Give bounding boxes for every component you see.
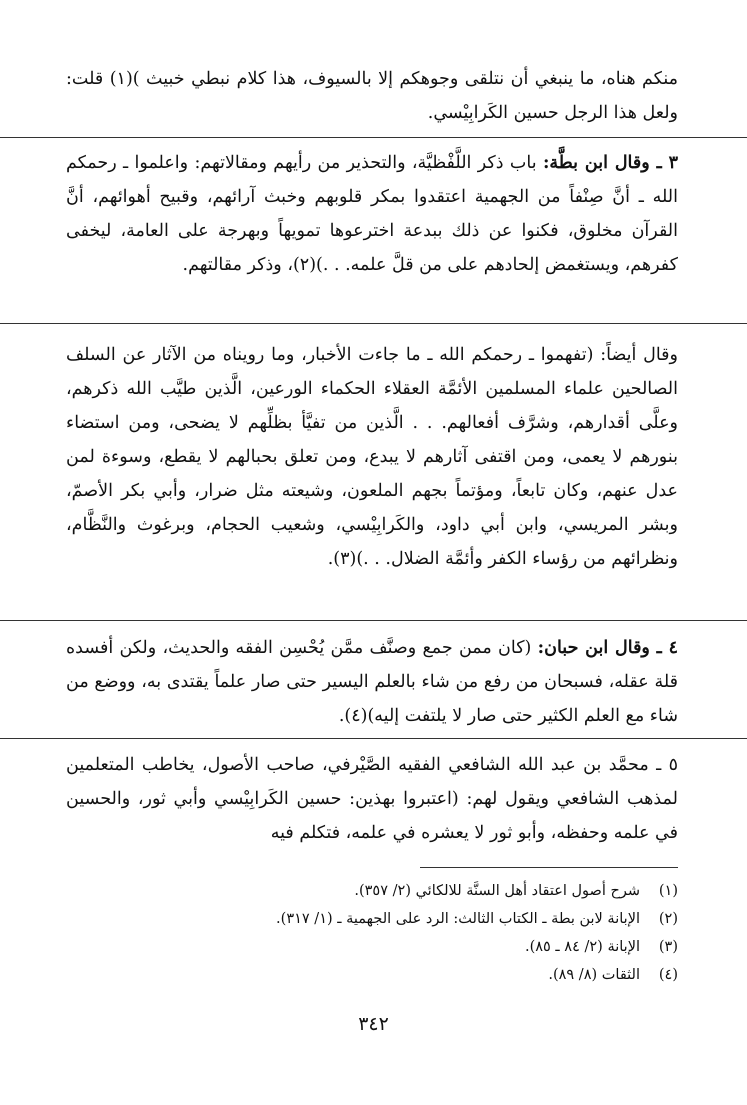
section-divider	[0, 738, 747, 739]
paragraph-text: ٥ ـ محمَّد بن عبد الله الشافعي الفقيه الصَّيْرفي، صاحب الأصول، يخاطب المتعلمين لمذهب الشافعي ويقول لهم: (اعتبروا بهذين: حسين الكَرابِيْسي وأبي ثور، والحسين في علمه وحفظه، وأبو ثور لا يعشره في علمه، فتكلم فيه	[66, 755, 678, 843]
paragraph-heading: ٣ ـ وقال ابن بطَّة:	[542, 153, 679, 173]
section-divider	[0, 620, 747, 621]
footnote-number: (١)	[658, 883, 678, 899]
paragraph-2	[66, 146, 678, 282]
footnote-text: الإبانة (٢/ ٨٤ ـ ٨٥).	[524, 939, 640, 955]
footnote-rule	[420, 867, 678, 868]
paragraph-text: منكم هناه، ما ينبغي أن نتلقى وجوهكم إلا بالسيوف، هذا كلام نبطي خبيث )(١) قلت: ولعل هذا الرجل حسين الكَرابِيْسي.	[66, 69, 678, 123]
paragraph-text: باب ذكر اللَّفْظيَّة، والتحذير من رأيهم ومقالاتهم: واعلموا ـ رحمكم الله ـ أنَّ صِنْفاً من الجهمية اعتقدوا بمكر قلوبهم وخبث آرائهم، وقبيح أهوائهم، أنَّ القرآن مخلوق، فكنوا عن ذلك ببدعة اخترعوها تمويهاً وبهرجة على العامة، ليخفى كفرهم، ويستغمض إلحادهم على من قلَّ علمه. . .)(٢)، وذكر مقالتهم.	[66, 153, 678, 275]
footnotes	[66, 877, 678, 989]
paragraph-text: وقال أيضاً: (تفهموا ـ رحمكم الله ـ ما جاءت الأخبار، وما رويناه من الآثار عن السلف الصالحين علماء المسلمين الأئمَّة العقلاء الحكماء الورعين، الَّذين طيَّب الله ذكرهم، وعلَّى أقدارهم، وشرَّف أفعالهم. . . الَّذين من تفيَّأ بظلِّهم لا يضحى، ومن استضاء بنورهم لا يعمى، ومن اقتفى آثارهم لا يبدع، ومن تعلق بحبالهم لا يقطع، وسوءة لمن عدل عنهم، وكان تابعاً، ومؤتماً بجهم الملعون، وشيعته مثل ضرار، وأبي بكر الأصمّ، وبشر المريسي، وابن أبي داود، والكَرابِيْسي، وشعيب الحجام، وبرغوث والنَّظَّام، ونظرائهم من رؤساء الكفر وأئمَّة الضلال. . .)(٣).	[66, 345, 678, 569]
paragraph-heading: ٤ ـ وقال ابن حبان:	[537, 638, 678, 658]
footnote-1	[66, 877, 678, 905]
footnote-number: (٣)	[658, 939, 678, 955]
footnote-2	[66, 905, 678, 933]
paragraph-3	[66, 338, 678, 576]
footnote-text: شرح أصول اعتقاد أهل السنَّة للالكائي (٢/ ٣٥٧).	[354, 883, 640, 899]
paragraph-4	[66, 631, 678, 733]
paragraph-5	[66, 748, 678, 850]
footnote-4	[66, 961, 678, 989]
paragraph-text: (كان ممن جمع وصنَّف ممَّن يُحْسِن الفقه والحديث، ولكن أفسده قلة عقله، فسبحان من رفع من شاء بالعلم اليسير حتى صار علماً يقتدى به، ووضع من شاء مع العلم الكثير حتى صار لا يلتفت إليه)(٤).	[66, 638, 678, 726]
footnote-text: الإبانة لابن بطة ـ الكتاب الثالث: الرد على الجهمية ـ (١/ ٣١٧).	[276, 911, 640, 927]
footnote-number: (٢)	[658, 911, 678, 927]
paragraph-1	[66, 62, 678, 130]
footnote-3	[66, 933, 678, 961]
footnote-number: (٤)	[658, 967, 678, 983]
section-divider	[0, 137, 747, 138]
section-divider	[0, 323, 747, 324]
footnote-text: الثقات (٨/ ٨٩).	[548, 967, 640, 983]
page-number: ٣٤٢	[358, 1013, 389, 1035]
